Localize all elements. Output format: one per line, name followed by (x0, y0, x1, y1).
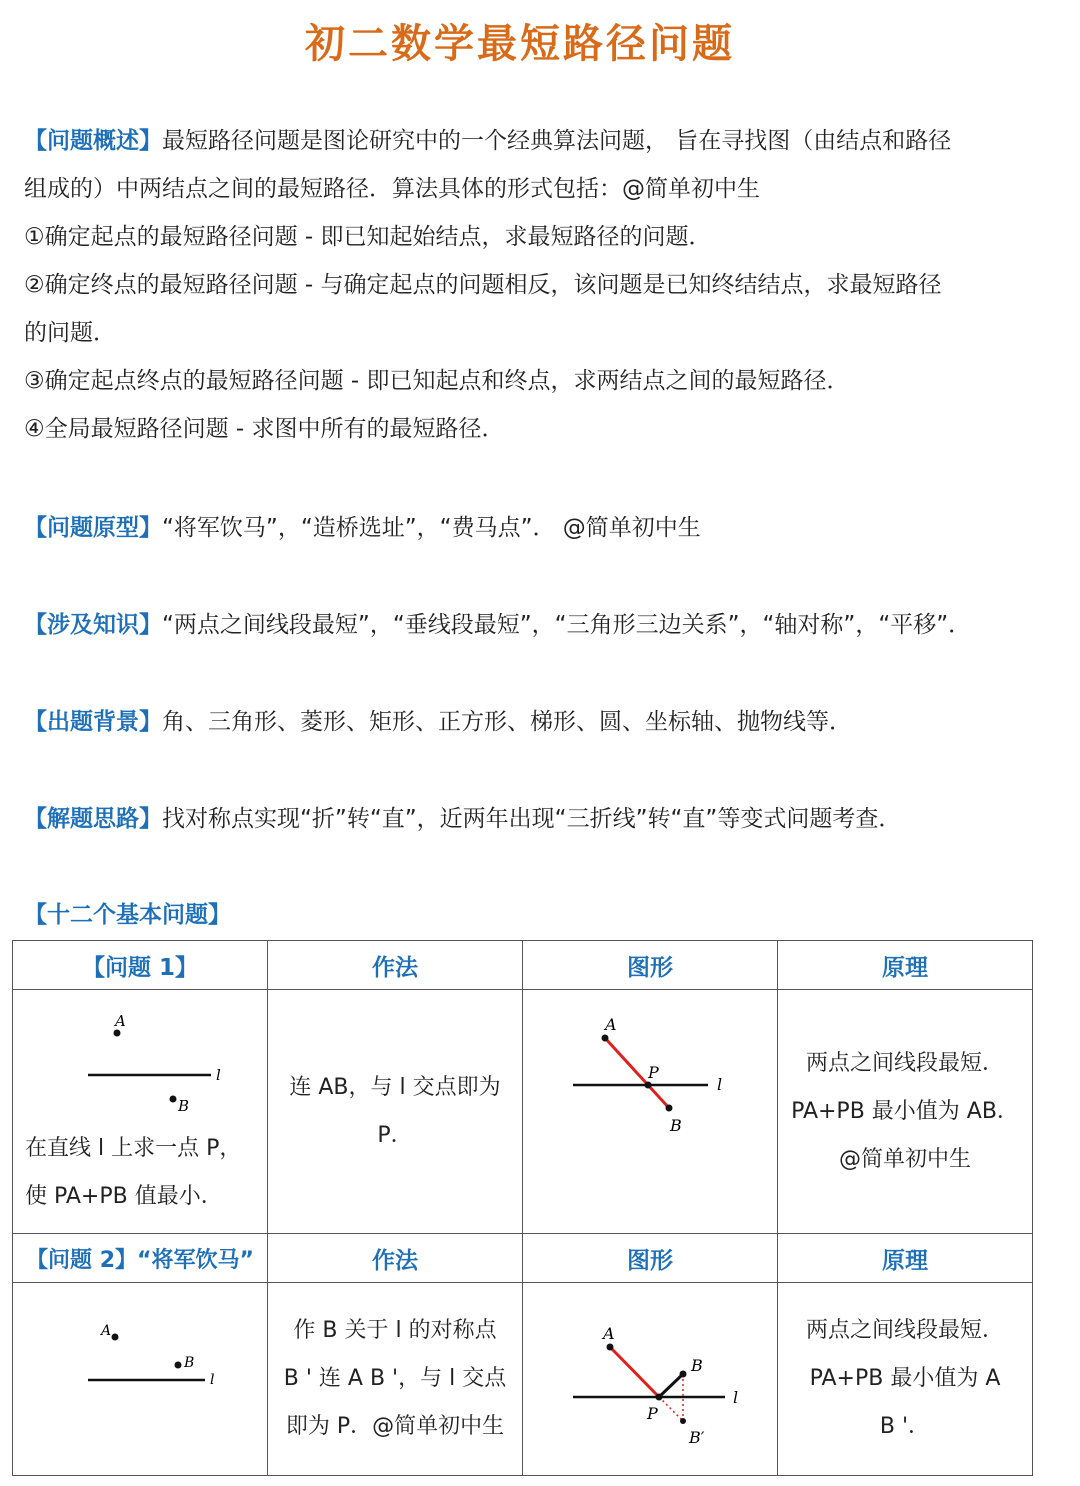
label-b-prime: B′ (689, 1428, 705, 1447)
point-a (602, 1035, 609, 1042)
overview-line-1: 【问题概述】最短路径问题是图论研究中的一个经典算法问题， 旨在寻找图（由结点和路径 (24, 128, 952, 154)
problem-2-header-row (13, 1234, 1033, 1283)
label-a: A (115, 1012, 126, 1030)
problem-1-header-row (13, 941, 1033, 990)
knowledge-section (24, 601, 1034, 649)
segment-pb-prime (659, 1397, 683, 1421)
label-b: B (691, 1356, 703, 1375)
problem-2-row (13, 1283, 1033, 1476)
overview-tag: 【问题概述】 (24, 128, 162, 154)
problem-2-method: 作 B 关于 l 的对称点 B ' 连 A B '，与 l 交点 即为 P．@简单初中生 (268, 1283, 523, 1476)
principle-header: 原理 (778, 1234, 1033, 1283)
label-b: B (670, 1116, 682, 1135)
point-p (645, 1082, 652, 1089)
approach-tag: 【解题思路】 (24, 806, 162, 832)
prototype-text: “将军饮马”，“造桥选址”，“费马点”． @简单初中生 (162, 515, 701, 541)
label-a: A (603, 1324, 615, 1343)
basic-problems-title: 【十二个基本问题】 (24, 902, 231, 928)
overview-line-3: ①确定起点的最短路径问题 - 即已知起始结点，求最短路径的问题． (24, 224, 712, 250)
problem-1-method: 连 AB，与 l 交点即为 P． (268, 990, 523, 1234)
background-tag: 【出题背景】 (24, 709, 162, 735)
label-l: l (216, 1066, 221, 1084)
point-b (680, 1371, 687, 1378)
label-l: l (210, 1372, 215, 1388)
knowledge-text: “两点之间线段最短”，“垂线段最短”，“三角形三边关系”，“轴对称”，“平移”． (162, 612, 972, 638)
label-a: A (101, 1323, 112, 1339)
principle-header: 原理 (778, 941, 1033, 990)
point-a (112, 1334, 119, 1341)
page-title: 初二数学最短路径问题 (305, 21, 735, 67)
problem-1-figure (523, 990, 778, 1234)
problem-2-setup-diagram (13, 1283, 268, 1475)
figure-header: 图形 (523, 1234, 778, 1283)
problem-1-row (13, 990, 1033, 1234)
label-l: l (717, 1075, 723, 1094)
problem-2-description (13, 1283, 268, 1476)
label-b: B (184, 1355, 195, 1371)
problem-2-principle: 两点之间线段最短． PA+PB 最小值为 A B '． (778, 1283, 1033, 1476)
problem-1-description (13, 990, 268, 1234)
problems-table (12, 940, 1033, 1476)
label-a: A (605, 1015, 617, 1034)
problem-2-title: 【问题 2】“将军饮马” (13, 1234, 268, 1283)
label-l: l (733, 1388, 739, 1407)
overview-line-5: 的问题． (24, 320, 116, 346)
label-p: P (648, 1063, 659, 1082)
problem-2-solution-diagram (523, 1283, 778, 1475)
approach-section (24, 795, 1034, 843)
segment-ab (605, 1038, 669, 1108)
method-header: 作法 (268, 941, 523, 990)
approach-text: 找对称点实现“折”转“直”，近两年出现“三折线”转“直”等变式问题考查． (162, 806, 902, 832)
overview-line-6: ③确定起点终点的最短路径问题 - 即已知起点和终点，求两结点之间的最短路径． (24, 368, 850, 394)
problem-1-solution-diagram (523, 990, 778, 1233)
method-header: 作法 (268, 1234, 523, 1283)
problem-1-statement: 在直线 l 上求一点 P， 使 PA+PB 值最小． (25, 1136, 242, 1209)
overview-line-2: 组成的）中两结点之间的最短路径．算法具体的形式包括：@简单初中生 (24, 176, 760, 202)
point-b (666, 1105, 673, 1112)
problem-1-title: 【问题 1】 (13, 941, 268, 990)
overview-line-4: ②确定终点的最短路径问题 - 与确定起点的问题相反，该问题是已知终结结点，求最短路径 (24, 272, 942, 298)
background-text: 角、三角形、菱形、矩形、正方形、梯形、圆、坐标轴、抛物线等． (162, 709, 852, 735)
prototype-section (24, 504, 1034, 552)
background-section (24, 698, 1034, 746)
point-b-prime (680, 1418, 686, 1424)
segment-pb (659, 1374, 683, 1397)
knowledge-tag: 【涉及知识】 (24, 612, 162, 638)
point-p (656, 1394, 663, 1401)
point-a (607, 1344, 614, 1351)
point-b (170, 1096, 177, 1103)
figure-header: 图形 (523, 941, 778, 990)
point-b (175, 1362, 182, 1369)
prototype-tag: 【问题原型】 (24, 515, 162, 541)
label-p: P (647, 1404, 658, 1423)
problem-1-setup-diagram (13, 990, 268, 1125)
problem-1-principle: 两点之间线段最短． PA+PB 最小值为 AB． @简单初中生 (778, 990, 1033, 1234)
segment-ap (610, 1347, 659, 1397)
point-a (114, 1030, 121, 1037)
overview-section (24, 117, 1034, 453)
label-b: B (178, 1097, 190, 1115)
problem-2-figure (523, 1283, 778, 1476)
overview-line-7: ④全局最短路径问题 - 求图中所有的最短路径． (24, 416, 505, 442)
